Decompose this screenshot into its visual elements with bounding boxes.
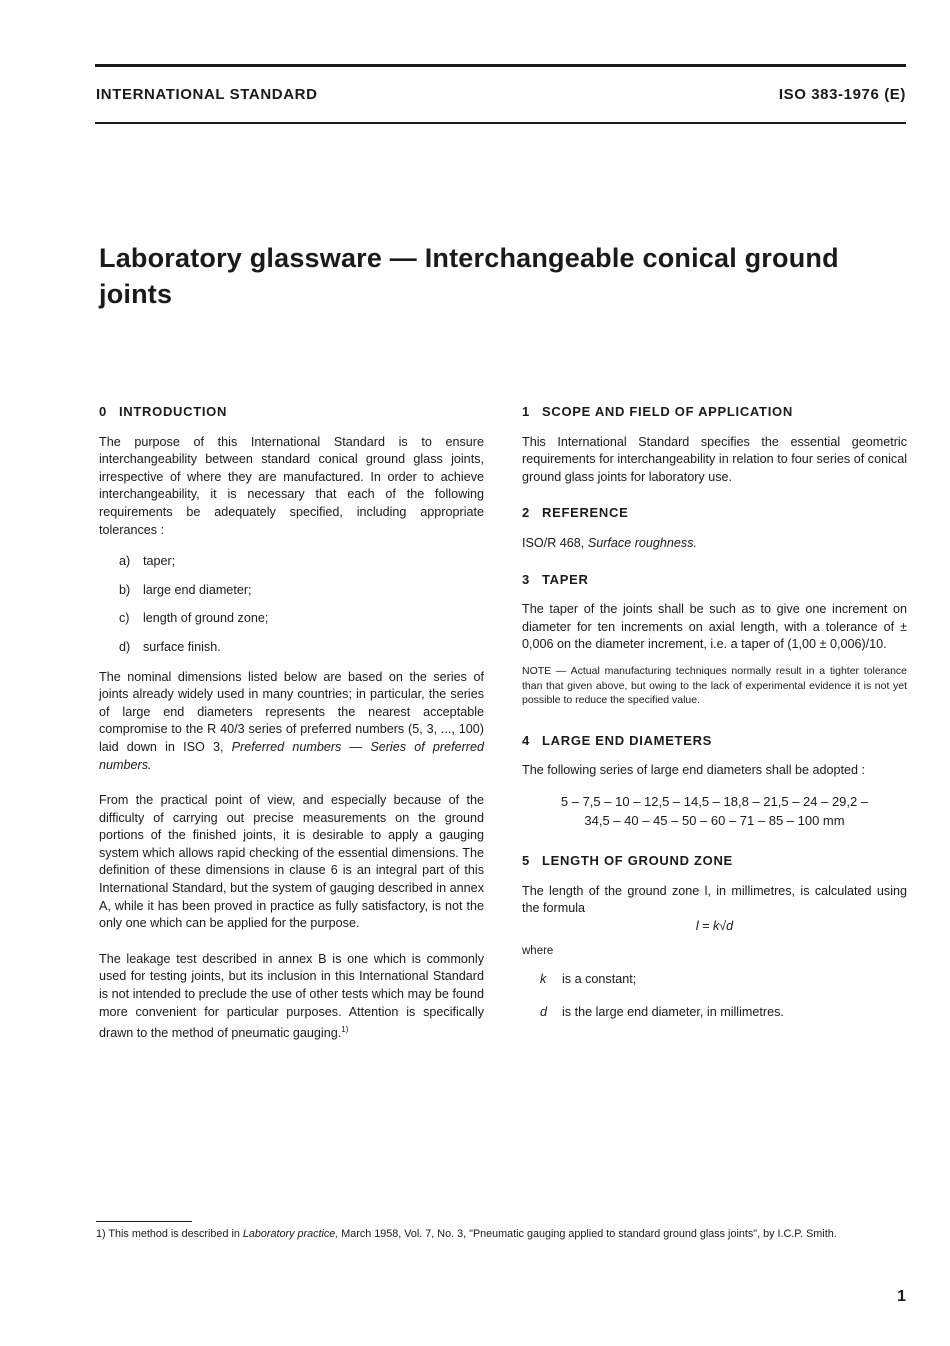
list-item (119, 610, 484, 628)
header-document-number: ISO 383-1976 (E) (778, 86, 906, 103)
intro-paragraph-2 (99, 669, 484, 775)
iso3-reference-title: Preferred numbers — Series of preferred numbers. (99, 739, 485, 772)
header-document-type: INTERNATIONAL STANDARD (96, 86, 318, 103)
intro-paragraph-4-text: The leakage test described in annex B is one which is commonly used for testing joints, but its inclusion in this International Standard is not intended to preclude the use of other tests which may be found more convenient for particular purposes. Attention is specifically drawn to the method of pneumatic gauging. (99, 951, 484, 1041)
symbol: k (540, 971, 547, 986)
list-item-text: length of ground zone; (143, 611, 269, 626)
footnote-rule (96, 1221, 192, 1222)
right-column (522, 403, 907, 1038)
list-item-text: large end diameter; (143, 582, 252, 597)
diameter-series-line-2: 34,5 – 40 – 45 – 50 – 60 – 71 – 85 – 100 mm (584, 812, 845, 828)
footnote (96, 1227, 908, 1242)
section-title: LARGE END DIAMETERS (542, 732, 713, 748)
section-title: TAPER (542, 571, 589, 587)
list-item-label: b) (119, 582, 131, 597)
section-number: 2 (522, 505, 530, 521)
section-title: SCOPE AND FIELD OF APPLICATION (542, 404, 793, 419)
ground-zone-paragraph: The length of the ground zone l, in millimetres, is calculated using the formula (522, 883, 907, 916)
section-heading-introduction (99, 403, 484, 421)
section-heading-large-end-diameters (522, 732, 907, 750)
diameters-paragraph: The following series of large end diameters shall be adopted : (522, 763, 866, 778)
section-heading-ground-zone (522, 852, 907, 870)
intro-paragraph-3: From the practical point of view, and especially because of the difficulty of carrying out precise measurements on the ground portions of the finished joints, it is desirable to apply a gauging system which allows rapid checking of the essential dimensions. The definition of these dimensions in clause 6 is an integral part of this International Standard, but the system of gauging described in annex A, while it has been proved in practice as fully satisfactory, is not the only one which can be applied for the purpose. (99, 793, 484, 931)
footnote-mark: 1) (96, 1228, 106, 1240)
diameter-series (522, 792, 907, 830)
where-label: where (522, 945, 554, 958)
intro-paragraph-1: The purpose of this International Standard is to ensure interchangeability between standard conical ground glass joints, irrespective of where they are manufactured. In order to achieve interchangeability, it is necessary that each of the following requirements be adequately specified, including appropriate tolerances : (99, 434, 484, 537)
footnote-text-after: March 1958, Vol. 7, No. 3, "Pneumatic gauging applied to standard ground glass joints", by I.C.P. Smith. (341, 1228, 837, 1240)
page-number: 1 (897, 1288, 906, 1305)
reference-entry (522, 535, 907, 553)
footnote-reference-mark[interactable]: 1) (341, 1025, 349, 1035)
scope-paragraph: This International Standard specifies the essential geometric requirements for interchangeability in relation to four series of conical ground glass joints for laboratory use. (522, 434, 907, 484)
section-number: 0 (99, 404, 107, 419)
ground-zone-formula: l = k√d (695, 918, 734, 933)
reference-code: ISO/R 468, (522, 535, 585, 550)
footnote-text-before: This method is described in (108, 1228, 240, 1240)
left-column (99, 403, 484, 1061)
list-item (119, 553, 484, 571)
list-item (119, 639, 484, 657)
list-item (540, 1004, 907, 1022)
reference-title: Surface roughness. (587, 535, 698, 550)
section-number: 3 (522, 571, 530, 587)
section-title: INTRODUCTION (119, 404, 228, 419)
intro-paragraph-4 (99, 951, 484, 1043)
symbol-definitions (540, 971, 907, 1022)
section-heading-scope (522, 403, 907, 421)
list-item-text: surface finish. (143, 639, 221, 654)
list-item-label: c) (119, 611, 130, 626)
symbol-definition: is a constant; (562, 971, 637, 986)
header-bottom-rule (95, 122, 906, 124)
header-top-rule (95, 64, 906, 67)
intro-paragraph-2-text: The nominal dimensions listed below are based on the series of joints already widely used in many countries; in particular, the series of large end diameters represents the nearest acceptable compromise to the R 40/3 series of preferred numbers (5, 3, ..., 100) laid down in ISO 3, (99, 669, 484, 754)
requirements-list (119, 553, 484, 656)
diameter-series-line-1: 5 – 7,5 – 10 – 12,5 – 14,5 – 18,8 – 21,5 – 24 – 29,2 – (560, 793, 869, 809)
taper-paragraph: The taper of the joints shall be such as to give one increment on diameter for ten increments on axial length, with a tolerance of ± 0,006 on the diameter increment, i.e. a taper of (1,00 ± 0,006)/10. (522, 602, 907, 652)
list-item-label: d) (119, 639, 131, 654)
section-number: 4 (522, 732, 530, 748)
taper-note: NOTE — Actual manufacturing techniques normally result in a tighter tolerance than that given above, but owing to the lack of experimental evidence it is not yet possible to reduce the specified value. (522, 664, 907, 707)
list-item (540, 971, 907, 989)
section-title: LENGTH OF GROUND ZONE (542, 852, 733, 868)
section-number: 1 (522, 404, 530, 419)
list-item-label: a) (119, 554, 131, 569)
section-heading-taper (522, 571, 907, 589)
list-item-text: taper; (143, 554, 176, 569)
symbol-definition: is the large end diameter, in millimetres. (562, 1005, 784, 1020)
section-heading-reference (522, 504, 907, 522)
section-number: 5 (522, 852, 530, 868)
section-title: REFERENCE (542, 505, 629, 521)
page-title: Laboratory glassware — Interchangeable conical ground joints (99, 243, 839, 309)
list-item (119, 582, 484, 600)
symbol: d (540, 1005, 548, 1020)
footnote-source: Laboratory practice, (242, 1228, 339, 1240)
